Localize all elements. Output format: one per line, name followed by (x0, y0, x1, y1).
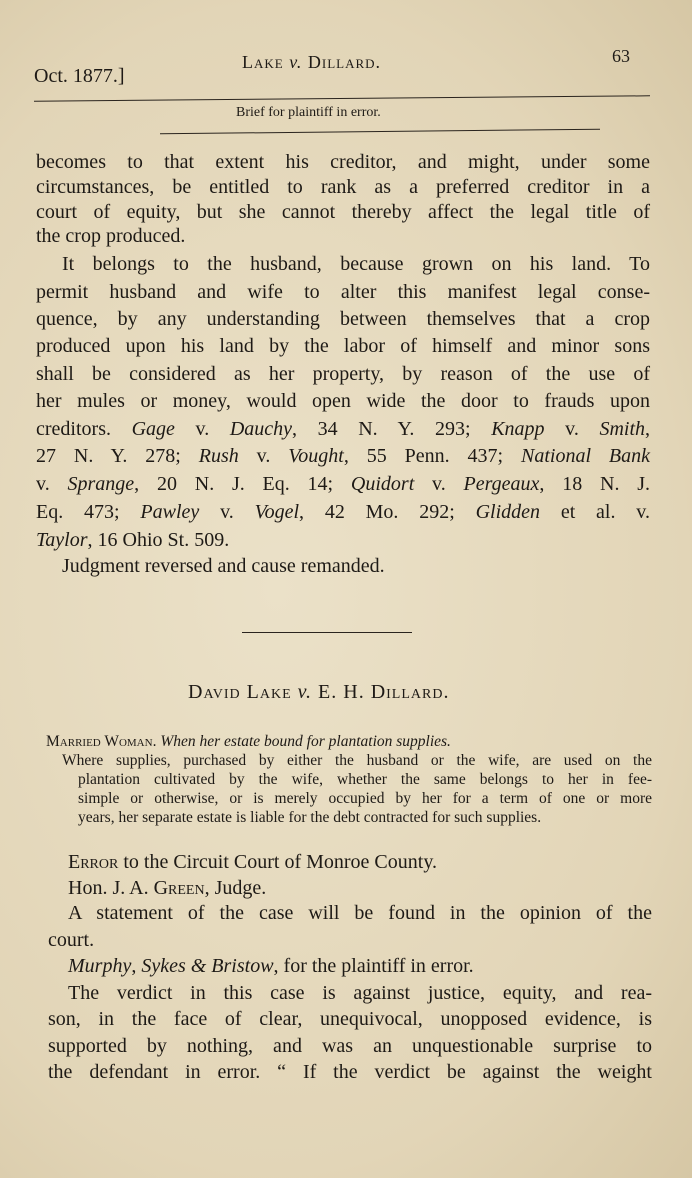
text-segment: Sykes & Bristow (141, 955, 274, 977)
text-line (36, 472, 650, 496)
text-segment: Eq. 473; (36, 501, 141, 523)
header-subtitle: Brief for plaintiff in error. (236, 105, 381, 120)
text-segment: supported by nothing, and was an unquestionable surprise to (48, 1035, 652, 1057)
header-date: Oct. 1877.] (34, 65, 125, 87)
text-segment: National Bank (521, 445, 651, 467)
text-segment: et al. v. (540, 501, 650, 523)
text-line (36, 150, 650, 174)
text-segment: years, her separate estate is liable for the debt contracted for such supplies. (78, 809, 542, 826)
text-segment: , 34 N. Y. 293; (292, 418, 492, 440)
text-line (36, 528, 229, 552)
text-segment: Rush (198, 445, 239, 467)
text-line (68, 954, 474, 978)
text-segment: Dillard. (302, 52, 382, 72)
text-segment: Pawley (140, 501, 200, 523)
text-segment: her mules or money, would open wide the door to frauds upon (36, 390, 650, 412)
text-line (36, 224, 185, 248)
text-segment: simple or otherwise, or is merely occupied by her for a term of one or more (78, 790, 652, 807)
text-line (36, 417, 650, 441)
text-segment: to the Circuit Court of Monroe County. (118, 851, 438, 873)
text-line (62, 252, 650, 276)
text-line (78, 809, 541, 827)
text-segment: v. (297, 681, 313, 703)
page-number: 63 (612, 46, 630, 66)
text-segment: , 20 N. J. Eq. 14; (134, 473, 351, 495)
text-segment: v. (289, 52, 303, 72)
text-line (68, 876, 266, 900)
text-segment: v. (36, 473, 68, 495)
case-title (188, 680, 449, 704)
text-segment: court of equity, but she cannot thereby affect the legal title of (36, 201, 650, 223)
text-line (62, 752, 652, 770)
text-segment: Quidort (350, 473, 415, 495)
text-segment: , 16 Ohio St. 509. (87, 529, 230, 551)
text-segment: shall be considered as her property, by reason of the use of (36, 363, 650, 385)
text-segment: v. (199, 501, 255, 523)
text-line (48, 1034, 652, 1058)
text-segment: court. (48, 929, 95, 951)
text-line (48, 928, 94, 952)
text-segment: becomes to that extent his creditor, and might, under some (36, 151, 650, 173)
text-segment: produced upon his land by the labor of himself and minor sons (36, 335, 650, 357)
text-segment: creditors. (36, 418, 132, 440)
text-segment: It belongs to the husband, because grown on his land. To (62, 253, 650, 275)
text-segment: The verdict in this case is against justice, equity, and rea- (68, 982, 652, 1004)
text-segment: , 42 Mo. 292; (299, 501, 476, 523)
text-line (36, 307, 650, 331)
text-line (36, 500, 650, 524)
text-segment: v. (238, 445, 289, 467)
text-segment: quence, by any understanding between themselves that a crop (36, 308, 650, 330)
text-segment: Murphy (68, 955, 132, 977)
text-line (68, 901, 652, 925)
text-segment: Gage (131, 418, 175, 440)
text-segment: When her estate bound for plantation supplies. (160, 733, 451, 750)
text-segment: circumstances, be entitled to rank as a preferred creditor in a (36, 176, 650, 198)
text-line (36, 280, 650, 304)
text-line (36, 334, 650, 358)
text-segment: , 18 N. J. (539, 473, 651, 495)
text-segment: Married Woman. (46, 733, 157, 750)
text-segment: , 55 Penn. 437; (343, 445, 521, 467)
text-segment: Glidden (475, 501, 541, 523)
text-segment: v. (174, 418, 230, 440)
text-segment: , (645, 418, 651, 440)
text-line (68, 981, 652, 1005)
text-line (36, 362, 650, 386)
text-segment: Where supplies, purchased by either the husband or the wife, are used on the (62, 752, 652, 769)
text-segment: 27 N. Y. 278; (36, 445, 199, 467)
text-segment: the crop produced. (36, 225, 186, 247)
text-line (46, 733, 451, 751)
text-line (36, 389, 650, 413)
text-line (78, 790, 652, 808)
text-line (36, 200, 650, 224)
text-segment: son, in the face of clear, unequivocal, unopposed evidence, is (48, 1008, 652, 1030)
section-divider (242, 632, 412, 633)
text-line (68, 850, 437, 874)
running-title (242, 50, 381, 74)
text-segment: plantation cultivated by the wife, whether the same belongs to her in fee- (78, 771, 652, 788)
text-line (48, 1007, 652, 1031)
text-segment: , Judge. (204, 877, 267, 899)
text-segment: Vogel (254, 501, 300, 523)
text-segment: , (131, 955, 142, 977)
text-segment: Knapp (491, 418, 545, 440)
text-segment: Vought (288, 445, 344, 467)
text-segment: David Lake (188, 681, 298, 703)
text-line (36, 444, 650, 468)
text-segment: v. (544, 418, 600, 440)
text-segment: Smith (599, 418, 646, 440)
text-segment: v. (414, 473, 464, 495)
text-segment: the defendant in error. “ If the verdict be against the weight (48, 1061, 652, 1083)
text-segment: Judgment reversed and cause remanded. (62, 555, 385, 577)
text-segment: Taylor (36, 529, 88, 551)
text-segment: A statement of the case will be found in the opinion of the (68, 902, 652, 924)
text-line (62, 554, 385, 578)
text-segment: Hon. J. A. (68, 877, 154, 899)
text-segment: Pergeaux (463, 473, 540, 495)
text-line (36, 175, 650, 199)
text-segment: Dauchy (229, 418, 293, 440)
text-segment: Green (153, 877, 205, 899)
text-segment: permit husband and wife to alter this manifest legal conse- (36, 281, 650, 303)
text-line (48, 1060, 652, 1084)
text-segment: Error (68, 851, 119, 873)
text-segment: E. H. Dillard. (312, 681, 450, 703)
text-segment: , for the plaintiff in error. (273, 955, 474, 977)
text-segment: Sprange (67, 473, 135, 495)
text-segment: Lake (242, 52, 290, 72)
text-line (78, 771, 652, 789)
